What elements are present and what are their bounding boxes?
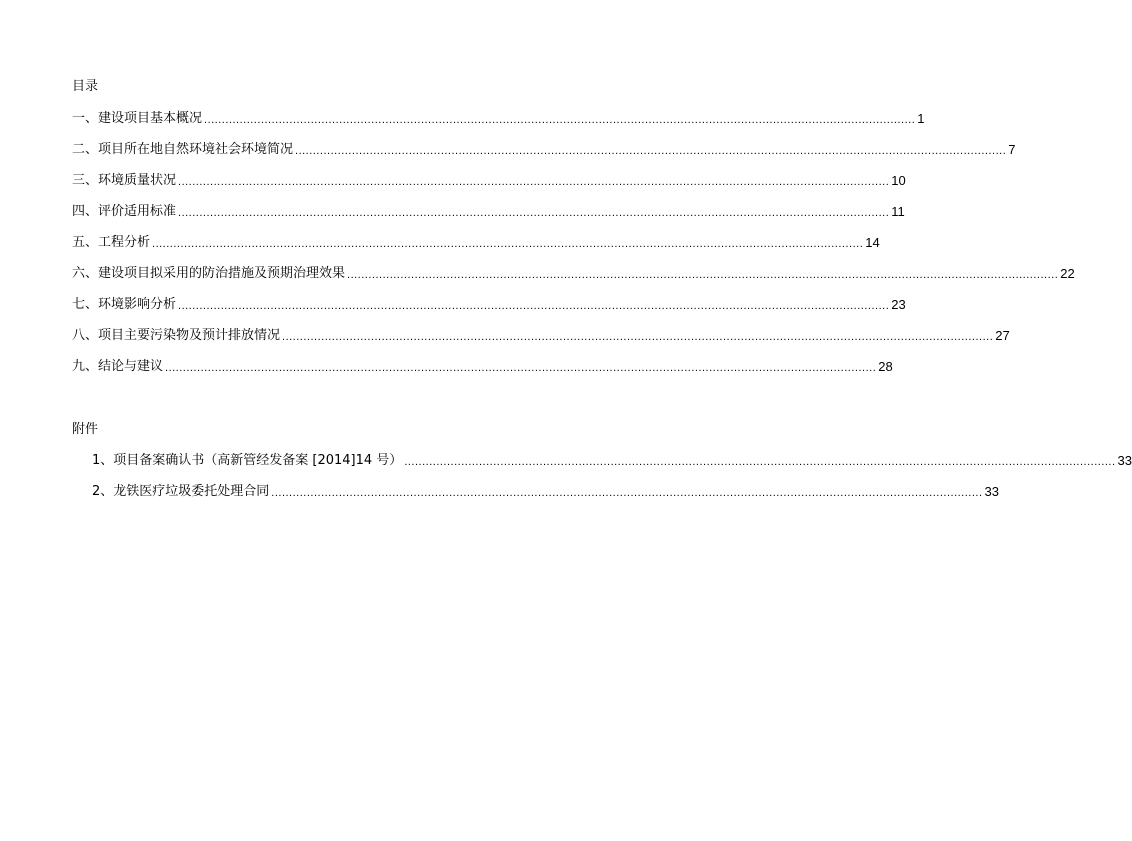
toc-entry-title: 三、环境质量状况	[72, 173, 177, 188]
appendix-entry[interactable]	[92, 453, 1132, 469]
appendix-entry-page: 33	[984, 484, 999, 499]
toc-entry-title: 一、建设项目基本概况	[72, 111, 203, 126]
toc-leader-dots: ........................................................................................................................................................................................................	[295, 145, 1007, 157]
toc-leader-dots: ........................................................................................................................................................................................................	[178, 300, 890, 312]
toc-heading: 目录	[72, 79, 99, 94]
toc-entry-page: 7	[1008, 142, 1016, 157]
appendix-entry-title: 1、项目备案确认书（高新管经发备案 [2014]14 号）	[92, 453, 403, 468]
toc-leader-dots: ........................................................................................................................................................................................................	[178, 207, 890, 219]
appendix-entry[interactable]	[92, 484, 999, 500]
toc-entry[interactable]	[72, 328, 1010, 344]
toc-entry-title: 九、结论与建议	[72, 359, 164, 374]
toc-entry[interactable]	[72, 142, 1016, 158]
toc-entry[interactable]	[72, 111, 925, 127]
toc-leader-dots: ........................................................................................................................................................................................................	[165, 362, 877, 374]
toc-leader-dots: ........................................................................................................................................................................................................	[152, 238, 864, 250]
toc-entry-title: 八、项目主要污染物及预计排放情况	[72, 328, 281, 343]
toc-entry-title: 六、建设项目拟采用的防治措施及预期治理效果	[72, 266, 346, 281]
toc-entry-title: 五、工程分析	[72, 235, 151, 250]
toc-entry-page: 1	[917, 111, 925, 126]
appendix-leader-dots: ........................................................................................................................................................................................................	[404, 456, 1116, 468]
toc-entry-page: 10	[891, 173, 906, 188]
toc-entry-page: 14	[865, 235, 880, 250]
appendix-heading: 附件	[72, 422, 99, 437]
toc-entry[interactable]	[72, 297, 906, 313]
appendix-entry-title: 2、龙铁医疗垃圾委托处理合同	[92, 484, 270, 499]
toc-entry-title: 七、环境影响分析	[72, 297, 177, 312]
toc-entry[interactable]	[72, 359, 893, 375]
toc-entry-page: 27	[995, 328, 1010, 343]
toc-entry[interactable]	[72, 266, 1075, 282]
toc-entry-page: 22	[1060, 266, 1075, 281]
toc-entry-title: 四、评价适用标准	[72, 204, 177, 219]
appendix-entry-page: 33	[1117, 453, 1132, 468]
toc-entry-page: 11	[891, 204, 905, 219]
toc-entry[interactable]	[72, 235, 880, 251]
toc-entry-page: 23	[891, 297, 906, 312]
toc-leader-dots: ........................................................................................................................................................................................................	[347, 269, 1059, 281]
toc-leader-dots: ........................................................................................................................................................................................................	[204, 114, 916, 126]
appendix-leader-dots: ........................................................................................................................................................................................................	[271, 487, 983, 499]
toc-entry-title: 二、项目所在地自然环境社会环境简况	[72, 142, 294, 157]
toc-entry[interactable]	[72, 204, 905, 220]
toc-entry[interactable]	[72, 173, 906, 189]
toc-leader-dots: ........................................................................................................................................................................................................	[178, 176, 890, 188]
toc-leader-dots: ........................................................................................................................................................................................................	[282, 331, 994, 343]
toc-entry-page: 28	[878, 359, 893, 374]
